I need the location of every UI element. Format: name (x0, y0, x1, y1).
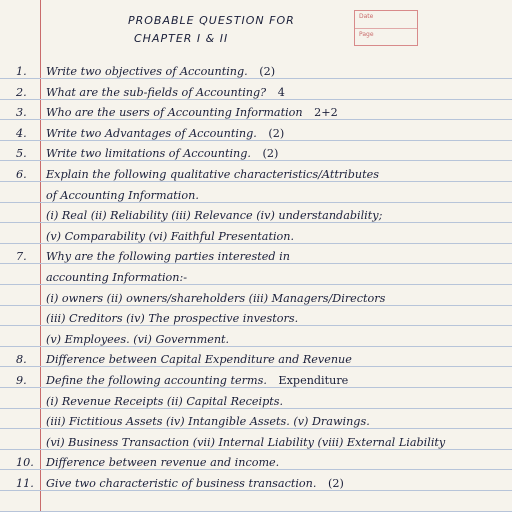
ruled-line (0, 449, 512, 450)
marks-label: 4 (274, 85, 285, 99)
ruled-line (0, 263, 512, 264)
question-text: (i) owners (ii) owners/shareholders (iii) Managers/Directors (46, 291, 386, 305)
ruled-line (0, 511, 512, 512)
ruled-line (0, 202, 512, 203)
page-subtitle: CHAPTER I & II (134, 32, 229, 45)
question-text: Define the following accounting terms. (46, 374, 267, 387)
question-number: 6. (16, 168, 27, 181)
ruled-line (0, 160, 512, 161)
page-title: PROBABLE QUESTION FOR (128, 14, 295, 27)
question-text: Give two characteristic of business transaction. (46, 477, 317, 490)
date-page-box (354, 10, 418, 46)
question-text: Who are the users of Accounting Information (46, 106, 303, 120)
question-text: (vi) Business Transaction (vii) Internal Liability (viii) External Liability (46, 435, 446, 449)
question-text: (v) Employees. (vi) Government. (46, 332, 230, 346)
question-number: 1. (16, 65, 27, 78)
marks-label: (2) (264, 126, 285, 140)
question-number: 11. (16, 477, 34, 490)
question-number: 3. (16, 106, 27, 120)
marks-label: (2) (324, 477, 344, 490)
question-number: 7. (16, 250, 27, 264)
question-text: Explain the following qualitative characteristics/Attributes (46, 168, 379, 181)
date-field: Date (355, 11, 417, 29)
ruled-line (0, 78, 512, 79)
ruled-line (0, 490, 512, 491)
ruled-line (0, 346, 512, 347)
question-number: 5. (16, 147, 27, 161)
question-number: 9. (16, 374, 27, 387)
ruled-line (0, 119, 512, 120)
ruled-line (0, 305, 512, 306)
question-text: (v) Comparability (vi) Faithful Presentation. (46, 229, 295, 243)
ruled-line (0, 366, 512, 367)
ruled-line (0, 408, 512, 409)
ruled-line (0, 469, 512, 470)
question-text: (i) Real (ii) Reliability (iii) Relevance (iv) understandability; (46, 209, 383, 223)
question-text: accounting Information:- (46, 271, 188, 284)
question-text: (iii) Fictitious Assets (iv) Intangible Assets. (v) Drawings. (46, 415, 370, 429)
margin-line (40, 0, 41, 512)
ruled-line (0, 181, 512, 182)
question-text: What are the sub-fields of Accounting? (46, 85, 267, 99)
question-number: 2. (16, 85, 27, 99)
ruled-line (0, 140, 512, 141)
question-number: 4. (16, 126, 27, 140)
question-text: Why are the following parties interested in (46, 250, 290, 264)
ruled-line (0, 99, 512, 100)
ruled-line (0, 325, 512, 326)
ruled-line (0, 222, 512, 223)
question-text: Difference between Capital Expenditure and Revenue (46, 353, 352, 367)
ruled-line (0, 428, 512, 429)
question-text: Write two objectives of Accounting. (46, 65, 248, 78)
question-number: 10. (16, 456, 34, 470)
question-text: of Accounting Information. (46, 188, 199, 202)
question-text: Write two Advantages of Accounting. (46, 126, 257, 140)
page-field: Page (359, 31, 374, 38)
ruled-line (0, 387, 512, 388)
marks-label: 2+2 (310, 106, 338, 120)
question-text: (i) Revenue Receipts (ii) Capital Receipts. (46, 394, 284, 408)
marks-label: Expenditure (274, 374, 349, 387)
question-text: Difference between revenue and income. (46, 456, 280, 470)
ruled-line (0, 284, 512, 285)
marks-label: (2) (258, 147, 279, 161)
question-text: (iii) Creditors (iv) The prospective investors. (46, 312, 299, 326)
question-number: 8. (16, 353, 27, 367)
ruled-line (0, 243, 512, 244)
marks-label: (2) (255, 65, 276, 78)
question-text: Write two limitations of Accounting. (46, 147, 251, 161)
